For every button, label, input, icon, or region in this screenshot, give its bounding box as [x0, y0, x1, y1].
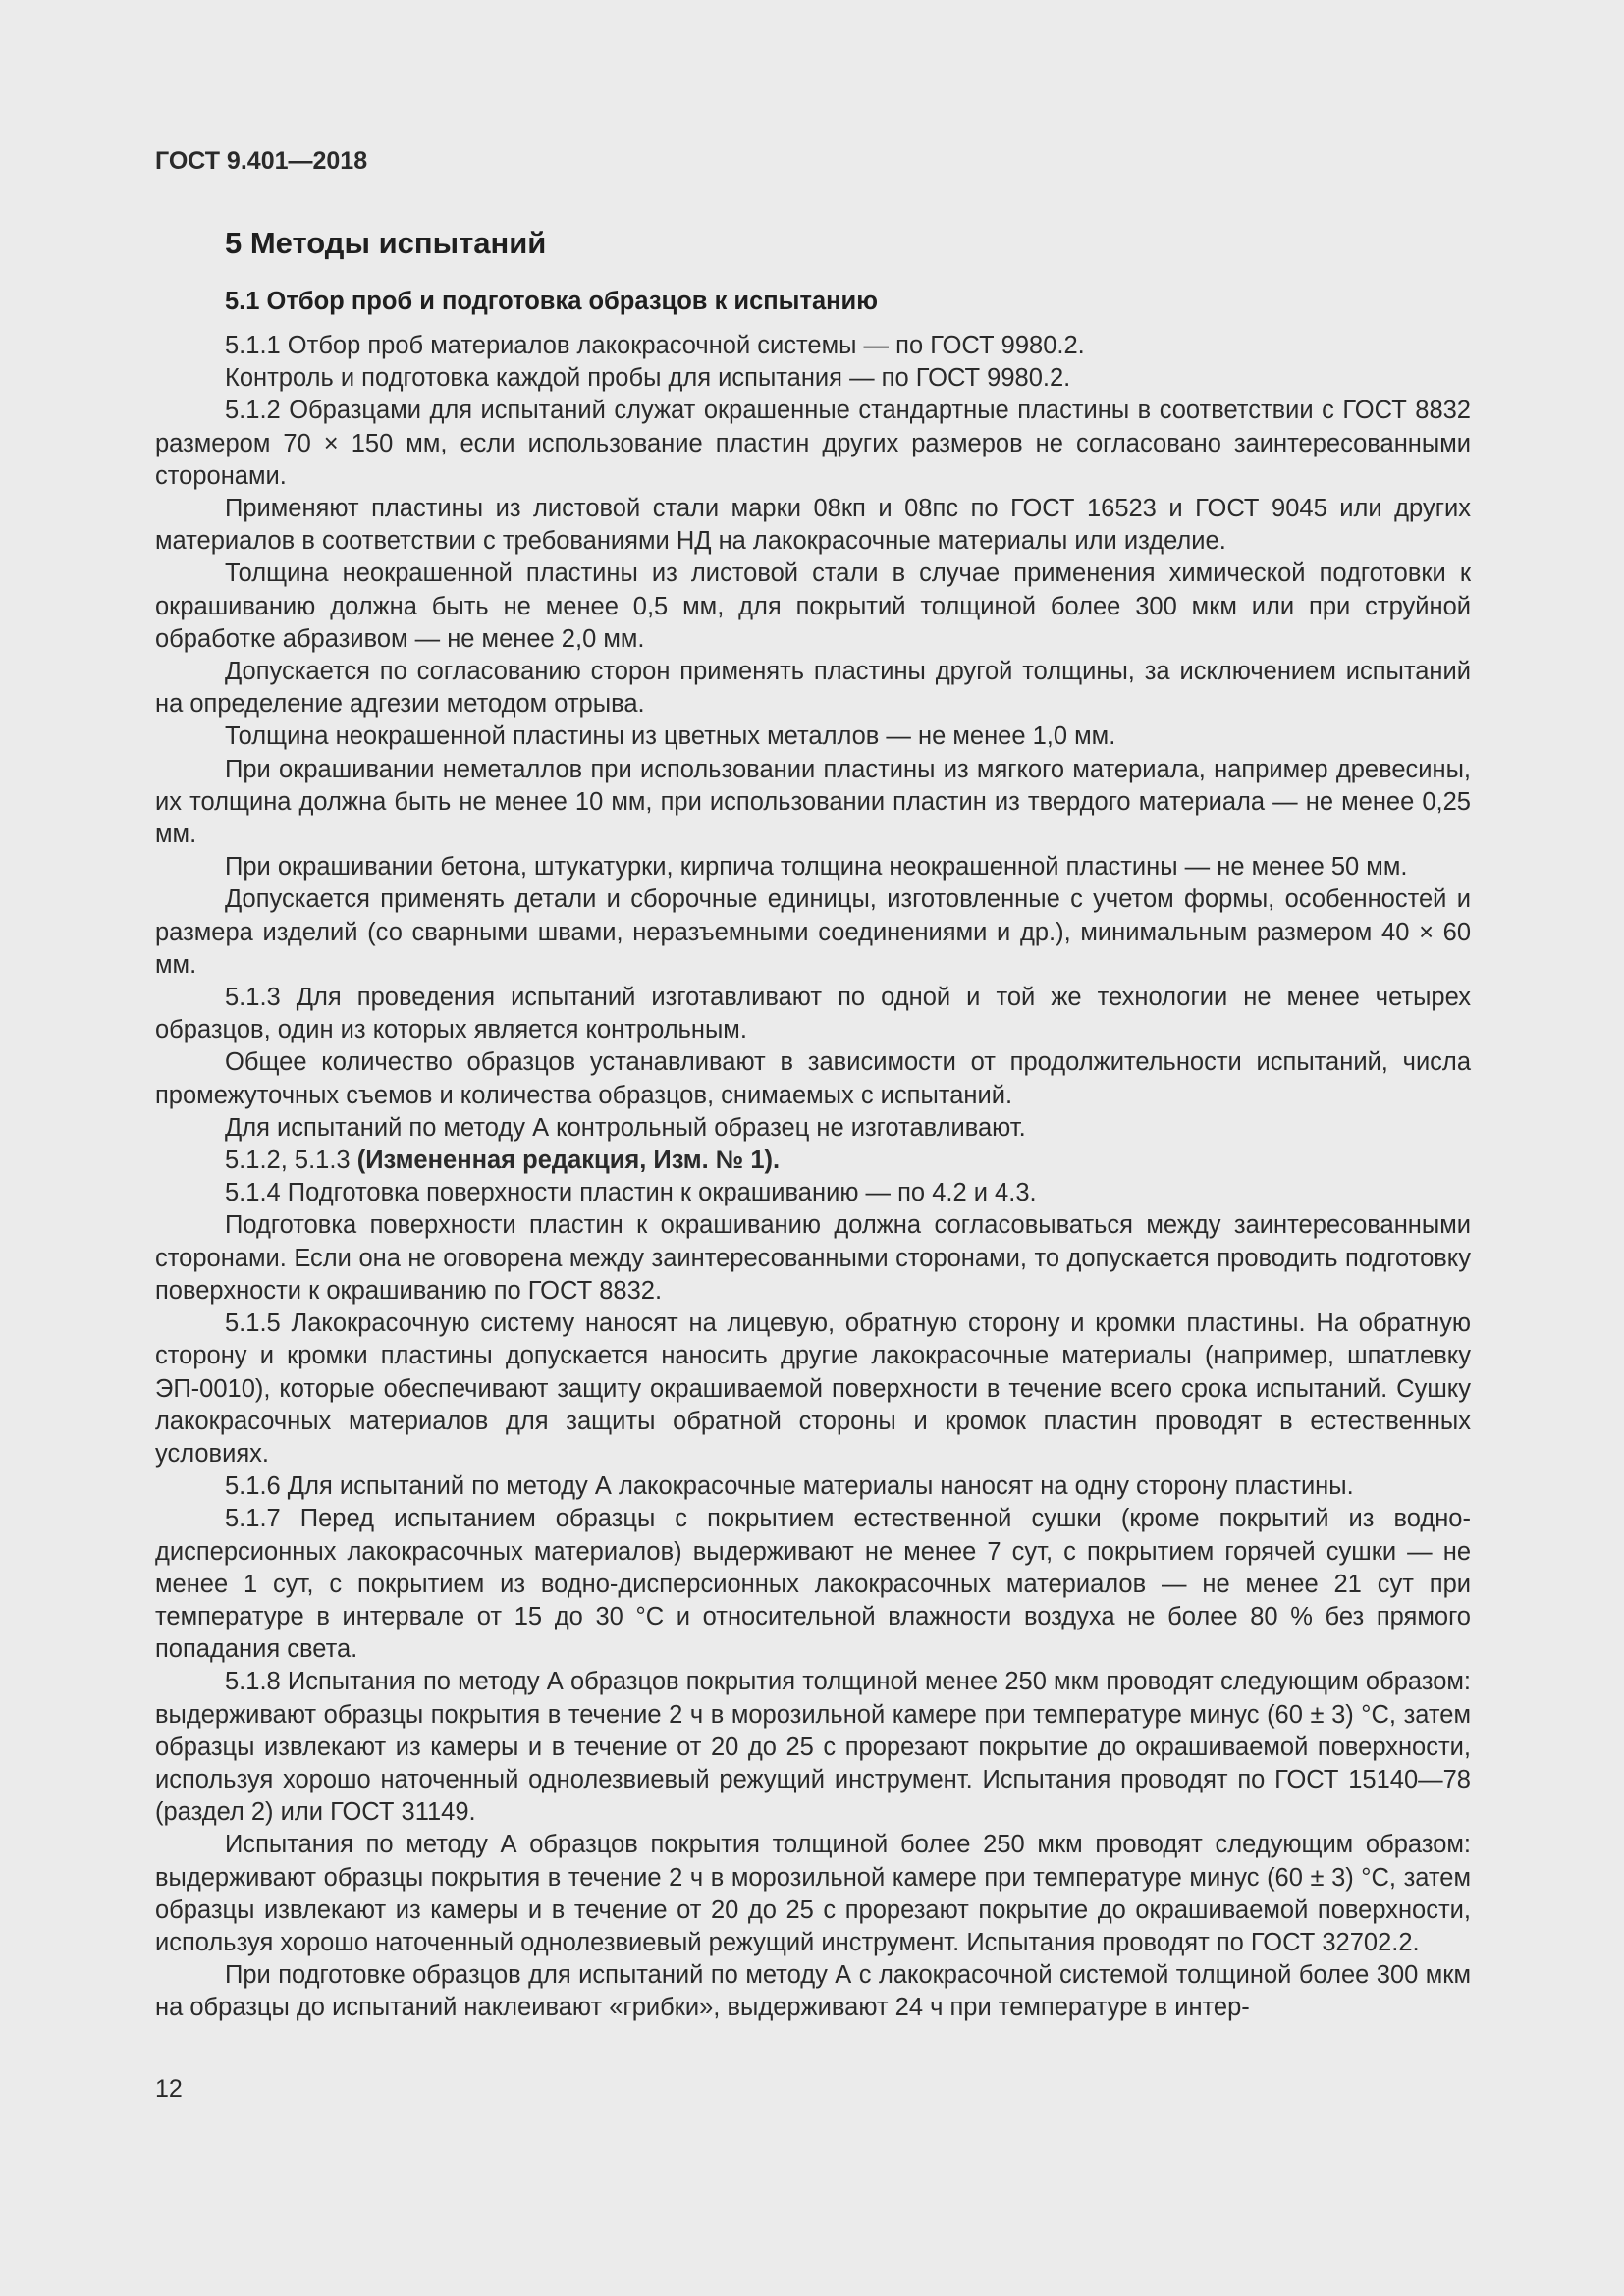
paragraph-amendment [155, 1145, 1471, 1177]
paragraph-sample-count: Общее количество образцов устанавливают в зависимости от продолжительности испытаний, числа промежуточных съемов и количества образцов, снимаемых с испытаний. [155, 1048, 1471, 1109]
paragraph-5-1-6: 5.1.6 Для испытаний по методу А лакокрасочные материалы наносят на одну сторону пластины. [225, 1472, 1354, 1501]
paragraph-concrete: При окрашивании бетона, штукатурки, кирпича толщина неокрашенной пластины — не менее 50 мм. [225, 853, 1408, 881]
paragraph-method-a-control: Для испытаний по методу А контрольный образец не изготавливают. [225, 1113, 1026, 1142]
paragraph-parts: Допускается применять детали и сборочные единицы, изготовленные с учетом формы, особенностей и размера изделий (со сварными швами, неразъемными соединениями и др.), минимальным размером 40 × 60 мм. [155, 885, 1471, 979]
body-text [155, 330, 1471, 2025]
amendment-refs: 5.1.2, 5.1.3 [225, 1147, 351, 1175]
section-title: 5 Методы испытаний [225, 226, 547, 260]
paragraph-steel-plates: Применяют пластины из листовой стали марки 08кп и 08пс по ГОСТ 16523 и ГОСТ 9045 или других материалов в соответствии с требованиями НД на лакокрасочные материалы или изделие. [155, 495, 1471, 556]
paragraph-5-1-7: 5.1.7 Перед испытанием образцы с покрытием естественной сушки (кроме покрытий из воднодисперсионных лакокрасочных материалов) выдерживают не менее 7 сут, с покрытием горячей сушки — не менее 1 сут, с покрытием из водно-дисперсионных лакокрасочных материалов — не менее 21 сут при температуре в интервале от 15 до 30 °С и относительной влажности воздуха не более 80 % без прямого попадания света. [155, 1505, 1471, 1664]
paragraph-nonmetals: При окрашивании неметаллов при использовании пластины из мягкого материала, например древесины, их толщина должна быть не менее 10 мм, при использовании пластин из твердого материала — не менее 0,25 мм. [155, 755, 1471, 849]
paragraph-5-1-8: 5.1.8 Испытания по методу А образцов покрытия толщиной менее 250 мкм проводят следующим образом: выдерживают образцы покрытия в течение 2 ч в морозильной камере при температуре минус (60 ± 3) °С, затем образцы извлекают из камеры и в течение от 20 до 25 с прорезают покрытие до окрашиваемой поверхности, используя хорошо наточенный однолезвиевый режущий инструмент. Испытания проводят по ГОСТ 15140—78 (раздел 2) или ГОСТ 31149. [155, 1668, 1471, 1827]
subsection-title: 5.1 Отбор проб и подготовка образцов к испытанию [225, 288, 878, 315]
paragraph-plate-thickness: Толщина неокрашенной пластины из листовой стали в случае применения химической подготовки к окрашиванию должна быть не менее 0,5 мм, для покрытий толщиной более 300 мкм или при струйной обработке абразивом — не менее 2,0 мм. [155, 560, 1471, 653]
amendment-note: (Измененная редакция, Изм. № 1). [356, 1147, 781, 1175]
paragraph-5-1-3: 5.1.3 Для проведения испытаний изготавливают по одной и той же технологии не менее четырех образцов, один из которых является контрольным. [155, 984, 1471, 1044]
paragraph-nonferrous: Толщина неокрашенной пластины из цветных металлов — не менее 1,0 мм. [225, 722, 1116, 751]
paragraph-5-1-1: 5.1.1 Отбор проб материалов лакокрасочной системы — по ГОСТ 9980.2. [225, 332, 1085, 359]
paragraph-mushrooms: При подготовке образцов для испытаний по методу А с лакокрасочной системой толщиной более 300 мкм на образцы до испытаний наклеивают «грибки», выдерживают 24 ч при температуре в интер- [155, 1961, 1471, 2022]
paragraph-method-a-thick: Испытания по методу А образцов покрытия толщиной более 250 мкм проводят следующим образом: выдерживают образцы покрытия в течение 2 ч в морозильной камере при температуре минус (60 ± 3) °С, затем образцы извлекают из камеры и в течение от 20 до 25 с прорезают покрытие до окрашиваемой поверхности, используя хорошо наточенный однолезвиевый режущий инструмент. Испытания проводят по ГОСТ 32702.2. [155, 1831, 1471, 1956]
paragraph-5-1-2: 5.1.2 Образцами для испытаний служат окрашенные стандартные пластины в соответствии с ГОСТ 8832 размером 70 × 150 мм, если использование пластин других размеров не согласовано заинтересованными сторонами. [155, 397, 1471, 490]
paragraph-other-thickness: Допускается по согласованию сторон применять пластины другой толщины, за исключением испытаний на определение адгезии методом отрыва. [155, 658, 1471, 719]
paragraph-surface-prep: Подготовка поверхности пластин к окрашиванию должна согласовываться между заинтересованными сторонами. Если она не оговорена между заинтересованными сторонами, то допускается проводить подготовку поверхности к окрашиванию по ГОСТ 8832. [155, 1211, 1471, 1305]
paragraph-5-1-5: 5.1.5 Лакокрасочную систему наносят на лицевую, обратную сторону и кромки пластины. На обратную сторону и кромки пластины допускается наносить другие лакокрасочные материалы (например, шпатлевку ЭП-0010), которые обеспечивают защиту окрашиваемой поверхности в течение всего срока испытаний. Сушку лакокрасочных материалов для защиты обратной стороны и кромок пластин проводят в естественных условиях. [155, 1309, 1471, 1468]
document-code: ГОСТ 9.401—2018 [155, 147, 368, 175]
paragraph-control: Контроль и подготовка каждой пробы для испытания — по ГОСТ 9980.2. [225, 364, 1071, 393]
page-number: 12 [155, 2075, 183, 2103]
paragraph-5-1-4: 5.1.4 Подготовка поверхности пластин к окрашиванию — по 4.2 и 4.3. [225, 1179, 1037, 1207]
